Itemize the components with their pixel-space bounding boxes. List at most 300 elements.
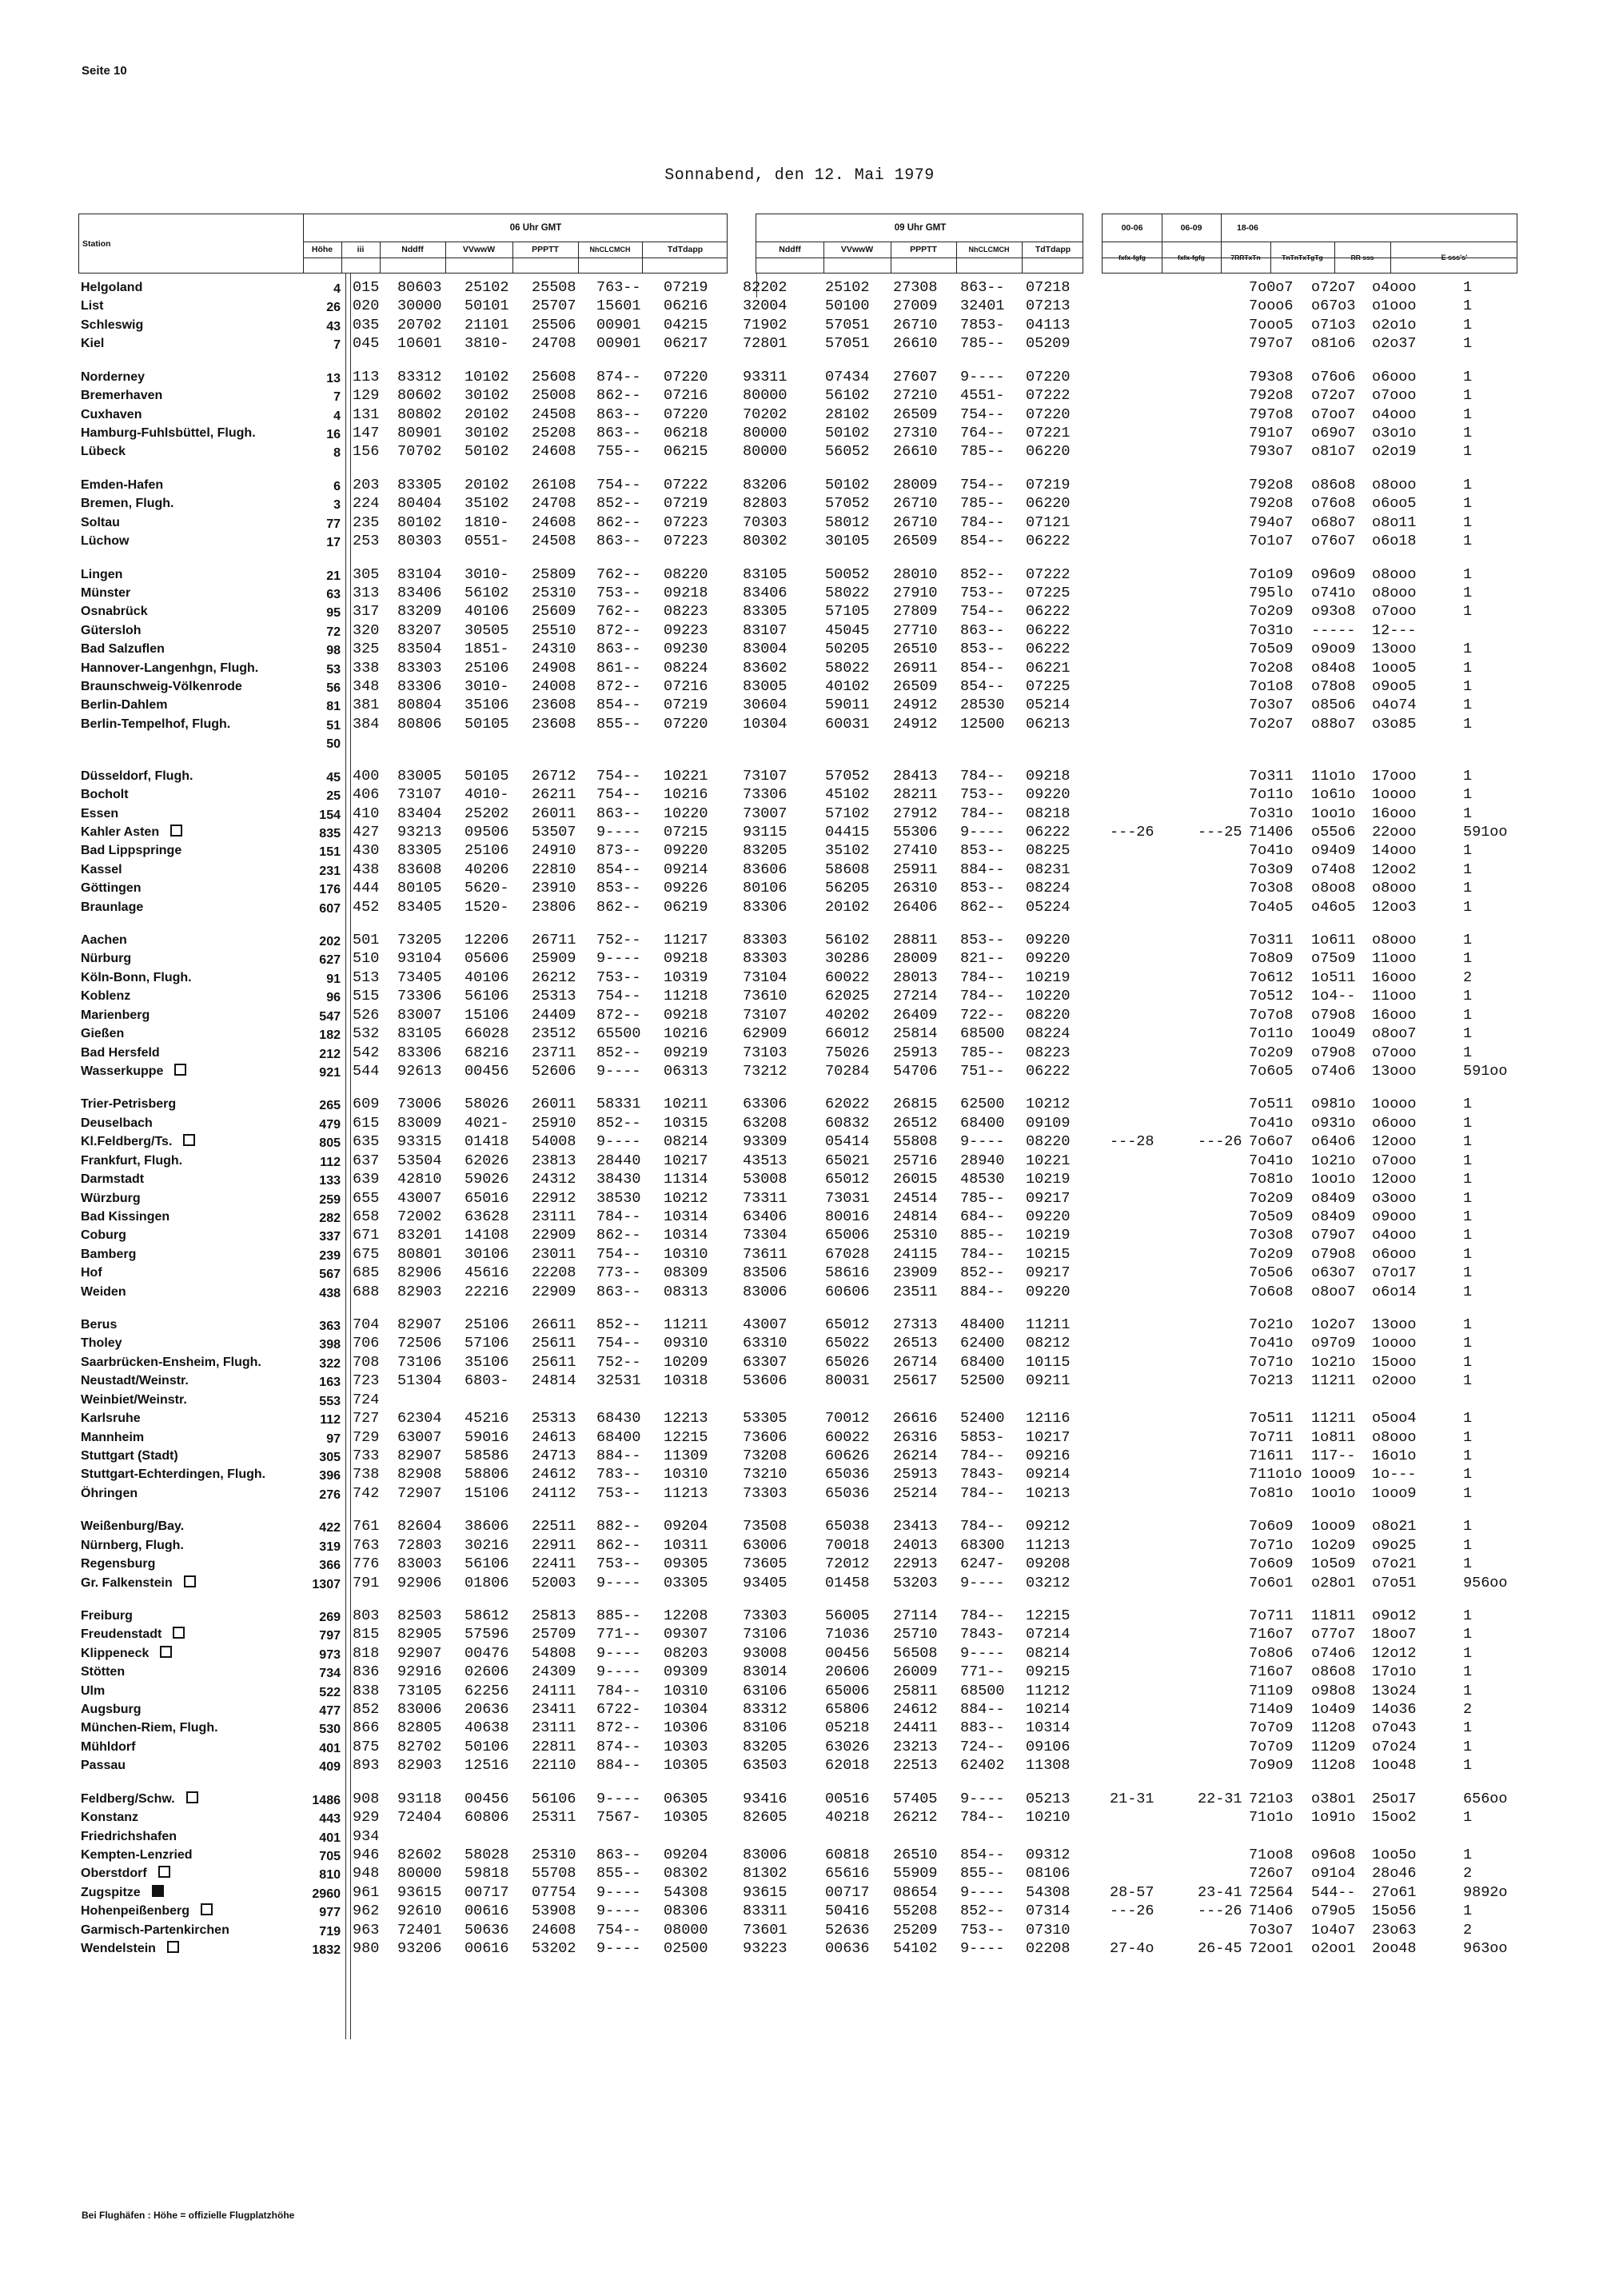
cell-a: 400 bbox=[353, 767, 380, 785]
cell-o: o38o1 bbox=[1311, 1790, 1356, 1807]
station-name-text: Lingen bbox=[81, 567, 123, 581]
cell-e: 9---- bbox=[596, 1940, 641, 1957]
cell-p: o8ooo bbox=[1372, 565, 1417, 583]
station-name bbox=[81, 1316, 117, 1333]
cell-c: 45616 bbox=[465, 1264, 509, 1282]
cell-f: 10310 bbox=[664, 1466, 708, 1483]
cell-n: 7o8o9 bbox=[1249, 950, 1294, 968]
station-name bbox=[81, 1115, 153, 1132]
cell-c: 50105 bbox=[465, 715, 509, 733]
cell-a: 320 bbox=[353, 621, 380, 639]
cell-p: o6ooo bbox=[1372, 1114, 1417, 1132]
station-row bbox=[0, 1392, 1599, 1408]
cell-e: 38530 bbox=[596, 1189, 641, 1207]
cell-k: 10219 bbox=[1026, 1227, 1071, 1244]
cell-c: 30102 bbox=[465, 424, 509, 441]
cell-p: 13ooo bbox=[1372, 1316, 1417, 1333]
cell-f: 07223 bbox=[664, 533, 708, 549]
station-name-text: Koblenz bbox=[81, 989, 131, 1004]
station-row bbox=[0, 425, 1599, 441]
cell-o: o79o8 bbox=[1311, 1006, 1356, 1024]
cell-h: 25102 bbox=[825, 279, 870, 296]
cell-b: 70702 bbox=[397, 443, 442, 461]
cell-c: 1851- bbox=[465, 641, 509, 658]
cell-b: 83306 bbox=[397, 678, 442, 695]
cell-j: 854-- bbox=[960, 659, 1005, 677]
station-name bbox=[81, 533, 129, 549]
station-row bbox=[0, 566, 1599, 583]
station-row bbox=[0, 1264, 1599, 1281]
cell-g: 43007 bbox=[743, 1316, 788, 1333]
elevation: 973 bbox=[319, 1647, 341, 1662]
cell-g: 70303 bbox=[743, 513, 788, 531]
cell-p: 13o24 bbox=[1372, 1682, 1417, 1699]
station-name-text: Mühldorf bbox=[81, 1739, 136, 1754]
cell-d: 25609 bbox=[532, 603, 576, 621]
cell-a: 875 bbox=[353, 1738, 380, 1755]
cell-d: 25910 bbox=[532, 1114, 576, 1132]
cell-p: o7o24 bbox=[1372, 1738, 1417, 1755]
cell-a: 761 bbox=[353, 1518, 380, 1535]
cell-n: 7o11o bbox=[1249, 786, 1294, 804]
station-name bbox=[81, 1626, 185, 1643]
cell-k: 08225 bbox=[1026, 842, 1071, 860]
cell-c: 50105 bbox=[465, 767, 509, 785]
cell-m: 26-45 bbox=[1198, 1940, 1242, 1957]
station-name bbox=[81, 1518, 184, 1535]
station-name bbox=[81, 1447, 178, 1464]
cell-c: 1810- bbox=[465, 513, 509, 531]
station-row bbox=[0, 1284, 1599, 1300]
cell-b: 83201 bbox=[397, 1227, 442, 1244]
cell-i: 26610 bbox=[893, 443, 938, 461]
cell-p: o9o25 bbox=[1372, 1536, 1417, 1554]
cell-d: 52003 bbox=[532, 1574, 576, 1591]
cell-f: 07216 bbox=[664, 387, 708, 405]
elevation: 112 bbox=[320, 1155, 341, 1169]
cell-d: 26108 bbox=[532, 476, 576, 493]
station-name bbox=[81, 514, 120, 531]
cell-i: 28211 bbox=[893, 786, 938, 804]
cell-e: 754-- bbox=[596, 786, 641, 804]
cell-e: 863-- bbox=[596, 405, 641, 423]
cell-e: 884-- bbox=[596, 1757, 641, 1775]
cell-p: 18oo7 bbox=[1372, 1626, 1417, 1643]
cell-j: 784-- bbox=[960, 513, 1005, 531]
cell-h: 60022 bbox=[825, 1428, 870, 1446]
cell-a: 045 bbox=[353, 335, 380, 353]
cell-f: 09214 bbox=[664, 861, 708, 878]
cell-k: 07214 bbox=[1026, 1626, 1071, 1643]
cell-i: 26409 bbox=[893, 1006, 938, 1024]
cell-i: 08654 bbox=[893, 1883, 938, 1901]
cell-m: ---26 bbox=[1198, 1903, 1242, 1920]
cell-e: 872-- bbox=[596, 621, 641, 639]
header-gust-b: fxfx-fgfg bbox=[1178, 253, 1205, 262]
cell-k: 12116 bbox=[1026, 1410, 1071, 1428]
cell-p: o2ooo bbox=[1372, 1372, 1417, 1390]
cell-d: 25611 bbox=[532, 1335, 576, 1352]
station-row bbox=[0, 1190, 1599, 1207]
cell-c: 00717 bbox=[465, 1883, 509, 1901]
cell-a: 776 bbox=[353, 1555, 380, 1572]
cell-e: 754-- bbox=[596, 476, 641, 493]
cell-c: 12516 bbox=[465, 1757, 509, 1775]
cell-g: 83606 bbox=[743, 861, 788, 878]
cell-q: 1 bbox=[1463, 1644, 1473, 1662]
cell-o: 1oo1o bbox=[1311, 805, 1356, 822]
station-name bbox=[81, 1227, 126, 1244]
station-row bbox=[0, 786, 1599, 803]
cell-k: 06220 bbox=[1026, 443, 1071, 461]
cell-f: 04215 bbox=[664, 316, 708, 333]
cell-q: 1 bbox=[1463, 861, 1473, 878]
header-esss: E sss's' bbox=[1441, 253, 1468, 262]
station-row bbox=[0, 1739, 1599, 1755]
cell-c: 50636 bbox=[465, 1921, 509, 1939]
cell-g: 82202 bbox=[743, 279, 788, 296]
cell-f: 10209 bbox=[664, 1353, 708, 1371]
cell-q: 1 bbox=[1463, 533, 1473, 549]
cell-h: 58012 bbox=[825, 513, 870, 531]
cell-j: 7853- bbox=[960, 316, 1005, 333]
cell-a: 836 bbox=[353, 1663, 380, 1681]
cell-b: 30000 bbox=[397, 297, 442, 315]
cell-o: o55o6 bbox=[1311, 823, 1356, 841]
cell-h: 63026 bbox=[825, 1738, 870, 1755]
cell-h: 65806 bbox=[825, 1701, 870, 1718]
cell-c: 40206 bbox=[465, 861, 509, 878]
cell-c: 00616 bbox=[465, 1903, 509, 1920]
cell-g: 73210 bbox=[743, 1466, 788, 1483]
cell-c: 38606 bbox=[465, 1518, 509, 1535]
cell-j: 28530 bbox=[960, 697, 1005, 714]
cell-h: 58022 bbox=[825, 659, 870, 677]
cell-d: 23711 bbox=[532, 1044, 576, 1061]
cell-e: 872-- bbox=[596, 1719, 641, 1737]
cell-n: 7o41o bbox=[1249, 1152, 1294, 1169]
cell-k: 09211 bbox=[1026, 1372, 1071, 1390]
cell-d: 24409 bbox=[532, 1006, 576, 1024]
cell-g: 83107 bbox=[743, 621, 788, 639]
station-row bbox=[0, 1828, 1599, 1845]
station-name-text: Bad Hersfeld bbox=[81, 1045, 160, 1060]
station-row bbox=[0, 603, 1599, 620]
cell-q: 1 bbox=[1463, 1316, 1473, 1333]
station-name-text: Hof bbox=[81, 1266, 102, 1280]
cell-n: 711o1o bbox=[1249, 1466, 1302, 1483]
cell-d: 53202 bbox=[532, 1940, 576, 1957]
cell-k: 09220 bbox=[1026, 950, 1071, 968]
station-name bbox=[81, 279, 142, 296]
cell-b: 73306 bbox=[397, 988, 442, 1005]
elevation: 97 bbox=[326, 1432, 341, 1446]
cell-h: 45045 bbox=[825, 621, 870, 639]
cell-f: 10220 bbox=[664, 805, 708, 822]
station-name-text: Köln-Bonn, Flugh. bbox=[81, 970, 192, 984]
cell-m: ---26 bbox=[1198, 1133, 1242, 1151]
cell-n: 7o3o7 bbox=[1249, 1921, 1294, 1939]
cell-a: 963 bbox=[353, 1921, 380, 1939]
cell-i: 25913 bbox=[893, 1044, 938, 1061]
station-row bbox=[0, 1518, 1599, 1535]
cell-b: 63007 bbox=[397, 1428, 442, 1446]
cell-c: 35102 bbox=[465, 495, 509, 513]
cell-k: 07222 bbox=[1026, 387, 1071, 405]
station-name-text: Deuselbach bbox=[81, 1116, 153, 1130]
station-name-text: Kempten-Lenzried bbox=[81, 1847, 193, 1862]
cell-k: 09220 bbox=[1026, 1283, 1071, 1300]
cell-d: 26011 bbox=[532, 1096, 576, 1113]
station-name bbox=[81, 1791, 198, 1807]
cell-o: o72o7 bbox=[1311, 279, 1356, 296]
cell-b: 80804 bbox=[397, 697, 442, 714]
cell-q: 1 bbox=[1463, 641, 1473, 658]
station-name bbox=[81, 1372, 189, 1389]
cell-o: o68o7 bbox=[1311, 513, 1356, 531]
cell-h: 50205 bbox=[825, 641, 870, 658]
elevation: 43 bbox=[326, 319, 341, 333]
cell-b: 82903 bbox=[397, 1283, 442, 1300]
station-row bbox=[0, 1246, 1599, 1263]
cell-g: 63503 bbox=[743, 1757, 788, 1775]
cell-b: 83003 bbox=[397, 1555, 442, 1572]
cell-b: 73205 bbox=[397, 932, 442, 948]
cell-d: 54808 bbox=[532, 1644, 576, 1662]
cell-i: 28811 bbox=[893, 932, 938, 948]
cell-j: 854-- bbox=[960, 1846, 1005, 1863]
cell-o: o64o6 bbox=[1311, 1133, 1356, 1151]
cell-j: 9---- bbox=[960, 1133, 1005, 1151]
station-name-text: Osnabrück bbox=[81, 605, 148, 619]
cell-n: 797o8 bbox=[1249, 405, 1294, 423]
header-extra-block bbox=[1102, 214, 1517, 274]
cell-e: 9---- bbox=[596, 1574, 641, 1591]
cell-b: 83104 bbox=[397, 565, 442, 583]
cell-k: 07310 bbox=[1026, 1921, 1071, 1939]
cell-p: o6o14 bbox=[1372, 1283, 1417, 1300]
cell-h: 80031 bbox=[825, 1372, 870, 1390]
station-row bbox=[0, 1940, 1599, 1957]
cell-i: 28413 bbox=[893, 767, 938, 785]
cell-o: 1o5o9 bbox=[1311, 1555, 1356, 1572]
cell-n: 7o2o8 bbox=[1249, 659, 1294, 677]
cell-c: 57596 bbox=[465, 1626, 509, 1643]
cell-f: 10311 bbox=[664, 1536, 708, 1554]
station-row bbox=[0, 1663, 1599, 1680]
header-station: Station bbox=[82, 239, 111, 249]
cell-b: 80105 bbox=[397, 880, 442, 897]
station-name bbox=[81, 1485, 138, 1502]
cell-p: o2o19 bbox=[1372, 443, 1417, 461]
cell-c: 58806 bbox=[465, 1466, 509, 1483]
cell-b: 82906 bbox=[397, 1264, 442, 1282]
cell-j: 7843- bbox=[960, 1466, 1005, 1483]
cell-e: 6722- bbox=[596, 1701, 641, 1718]
cell-c: 6803- bbox=[465, 1372, 509, 1390]
cell-g: 73107 bbox=[743, 767, 788, 785]
cell-o: o98o8 bbox=[1311, 1682, 1356, 1699]
station-name-text: Kahler Asten bbox=[81, 825, 160, 839]
cell-j: 784-- bbox=[960, 1607, 1005, 1624]
cell-n: 7o5o6 bbox=[1249, 1264, 1294, 1282]
cell-o: 1ooo9 bbox=[1311, 1518, 1356, 1535]
cell-f: 09204 bbox=[664, 1846, 708, 1863]
cell-d: 24708 bbox=[532, 335, 576, 353]
cell-e: 852-- bbox=[596, 1044, 641, 1061]
cell-p: 1o--- bbox=[1372, 1466, 1417, 1483]
station-row bbox=[0, 880, 1599, 896]
cell-f: 09218 bbox=[664, 950, 708, 968]
cell-k: 09217 bbox=[1026, 1189, 1071, 1207]
elevation: 269 bbox=[319, 1610, 341, 1624]
header-period-06-09: 06-09 bbox=[1180, 222, 1202, 233]
cell-f: 12215 bbox=[664, 1428, 708, 1446]
station-name bbox=[81, 1152, 182, 1169]
cell-i: 27710 bbox=[893, 621, 938, 639]
cell-q: 1 bbox=[1463, 880, 1473, 897]
station-name-text: Kassel bbox=[81, 862, 122, 876]
cell-n: 7o4o5 bbox=[1249, 898, 1294, 916]
cell-b: 93104 bbox=[397, 950, 442, 968]
cell-a: 815 bbox=[353, 1626, 380, 1643]
cell-a: 224 bbox=[353, 495, 380, 513]
cell-f: 07220 bbox=[664, 405, 708, 423]
cell-h: 04415 bbox=[825, 823, 870, 841]
cell-d: 26611 bbox=[532, 1316, 576, 1333]
cell-b: 72401 bbox=[397, 1921, 442, 1939]
cell-k: 09217 bbox=[1026, 1264, 1071, 1282]
cell-o: o79o8 bbox=[1311, 1245, 1356, 1263]
cell-e: 784-- bbox=[596, 1682, 641, 1699]
cell-e: 863-- bbox=[596, 641, 641, 658]
cell-c: 12206 bbox=[465, 932, 509, 948]
cell-k: 10115 bbox=[1026, 1353, 1071, 1371]
cell-g: 93416 bbox=[743, 1790, 788, 1807]
cell-c: 5620- bbox=[465, 880, 509, 897]
cell-c: 01418 bbox=[465, 1133, 509, 1151]
cell-c: 30505 bbox=[465, 621, 509, 639]
elevation: 337 bbox=[319, 1230, 341, 1244]
elevation: 81 bbox=[326, 700, 341, 714]
cell-a: 015 bbox=[353, 279, 380, 296]
header-iii: iii bbox=[357, 244, 365, 254]
station-name bbox=[81, 824, 182, 841]
cell-p: 11ooo bbox=[1372, 988, 1417, 1005]
cell-a: 658 bbox=[353, 1208, 380, 1225]
cell-q: 1 bbox=[1463, 805, 1473, 822]
cell-d: 22411 bbox=[532, 1555, 576, 1572]
cell-q: 1 bbox=[1463, 443, 1473, 461]
elevation: 547 bbox=[319, 1009, 341, 1024]
station-name bbox=[81, 641, 165, 657]
mountain-station-icon bbox=[167, 1941, 179, 1953]
cell-o: o46o5 bbox=[1311, 898, 1356, 916]
cell-q: 1 bbox=[1463, 678, 1473, 695]
cell-q: 1 bbox=[1463, 1484, 1473, 1502]
footnote: Bei Flughäfen : Höhe = offizielle Flugplatzhöhe bbox=[82, 2210, 295, 2221]
station-name bbox=[81, 1922, 229, 1939]
cell-b: 83306 bbox=[397, 1044, 442, 1061]
cell-q: 2 bbox=[1463, 968, 1473, 986]
cell-b: 83303 bbox=[397, 659, 442, 677]
cell-e: 885-- bbox=[596, 1607, 641, 1624]
cell-d: 22810 bbox=[532, 861, 576, 878]
cell-q: 1 bbox=[1463, 297, 1473, 315]
cell-b: 92610 bbox=[397, 1903, 442, 1920]
cell-d: 25508 bbox=[532, 279, 576, 296]
cell-h: 60022 bbox=[825, 968, 870, 986]
station-row bbox=[0, 1847, 1599, 1863]
cell-b: 83105 bbox=[397, 1025, 442, 1043]
cell-k: 09216 bbox=[1026, 1447, 1071, 1464]
cell-h: 40102 bbox=[825, 678, 870, 695]
cell-i: 26406 bbox=[893, 898, 938, 916]
cell-q: 1 bbox=[1463, 1518, 1473, 1535]
cell-a: 515 bbox=[353, 988, 380, 1005]
cell-h: 00636 bbox=[825, 1940, 870, 1957]
mountain-station-icon bbox=[174, 1064, 186, 1076]
cell-c: 58586 bbox=[465, 1447, 509, 1464]
cell-b: 83006 bbox=[397, 1701, 442, 1718]
cell-j: 852-- bbox=[960, 1903, 1005, 1920]
cell-f: 09204 bbox=[664, 1518, 708, 1535]
station-row bbox=[0, 514, 1599, 531]
cell-o: 117-- bbox=[1311, 1447, 1356, 1464]
cell-f: 07216 bbox=[664, 678, 708, 695]
cell-j: 784-- bbox=[960, 968, 1005, 986]
cell-k: 09220 bbox=[1026, 786, 1071, 804]
cell-n: 7o1o8 bbox=[1249, 678, 1294, 695]
cell-j: 12500 bbox=[960, 715, 1005, 733]
cell-p: 15o56 bbox=[1372, 1903, 1417, 1920]
cell-g: 73303 bbox=[743, 1484, 788, 1502]
cell-q: 1 bbox=[1463, 1189, 1473, 1207]
cell-a: 147 bbox=[353, 424, 380, 441]
cell-a: 934 bbox=[353, 1827, 380, 1845]
station-name bbox=[81, 1828, 177, 1845]
cell-b: 83608 bbox=[397, 861, 442, 878]
cell-j: 784-- bbox=[960, 988, 1005, 1005]
cell-p: o7ooo bbox=[1372, 1044, 1417, 1061]
cell-d: 24612 bbox=[532, 1466, 576, 1483]
station-name bbox=[81, 716, 230, 733]
cell-d: 24908 bbox=[532, 659, 576, 677]
cell-d: 22911 bbox=[532, 1536, 576, 1554]
elevation: 322 bbox=[319, 1356, 341, 1371]
cell-g: 93008 bbox=[743, 1644, 788, 1662]
cell-h: 65006 bbox=[825, 1227, 870, 1244]
cell-b: 92916 bbox=[397, 1663, 442, 1681]
cell-e: 753-- bbox=[596, 584, 641, 601]
cell-h: 65021 bbox=[825, 1152, 870, 1169]
station-name bbox=[81, 1096, 176, 1112]
cell-i: 27210 bbox=[893, 387, 938, 405]
station-name bbox=[81, 988, 130, 1004]
cell-k: 06222 bbox=[1026, 641, 1071, 658]
cell-i: 27809 bbox=[893, 603, 938, 621]
cell-b: 42810 bbox=[397, 1171, 442, 1188]
station-row bbox=[0, 641, 1599, 657]
cell-e: 862-- bbox=[596, 1536, 641, 1554]
cell-q: 1 bbox=[1463, 316, 1473, 333]
cell-p: o3o85 bbox=[1372, 715, 1417, 733]
cell-q: 1 bbox=[1463, 1171, 1473, 1188]
station-name-text: Neustadt/Weinstr. bbox=[81, 1374, 189, 1388]
cell-n: 714o9 bbox=[1249, 1701, 1294, 1718]
cell-b: 73106 bbox=[397, 1353, 442, 1371]
elevation: 1832 bbox=[312, 1943, 341, 1957]
